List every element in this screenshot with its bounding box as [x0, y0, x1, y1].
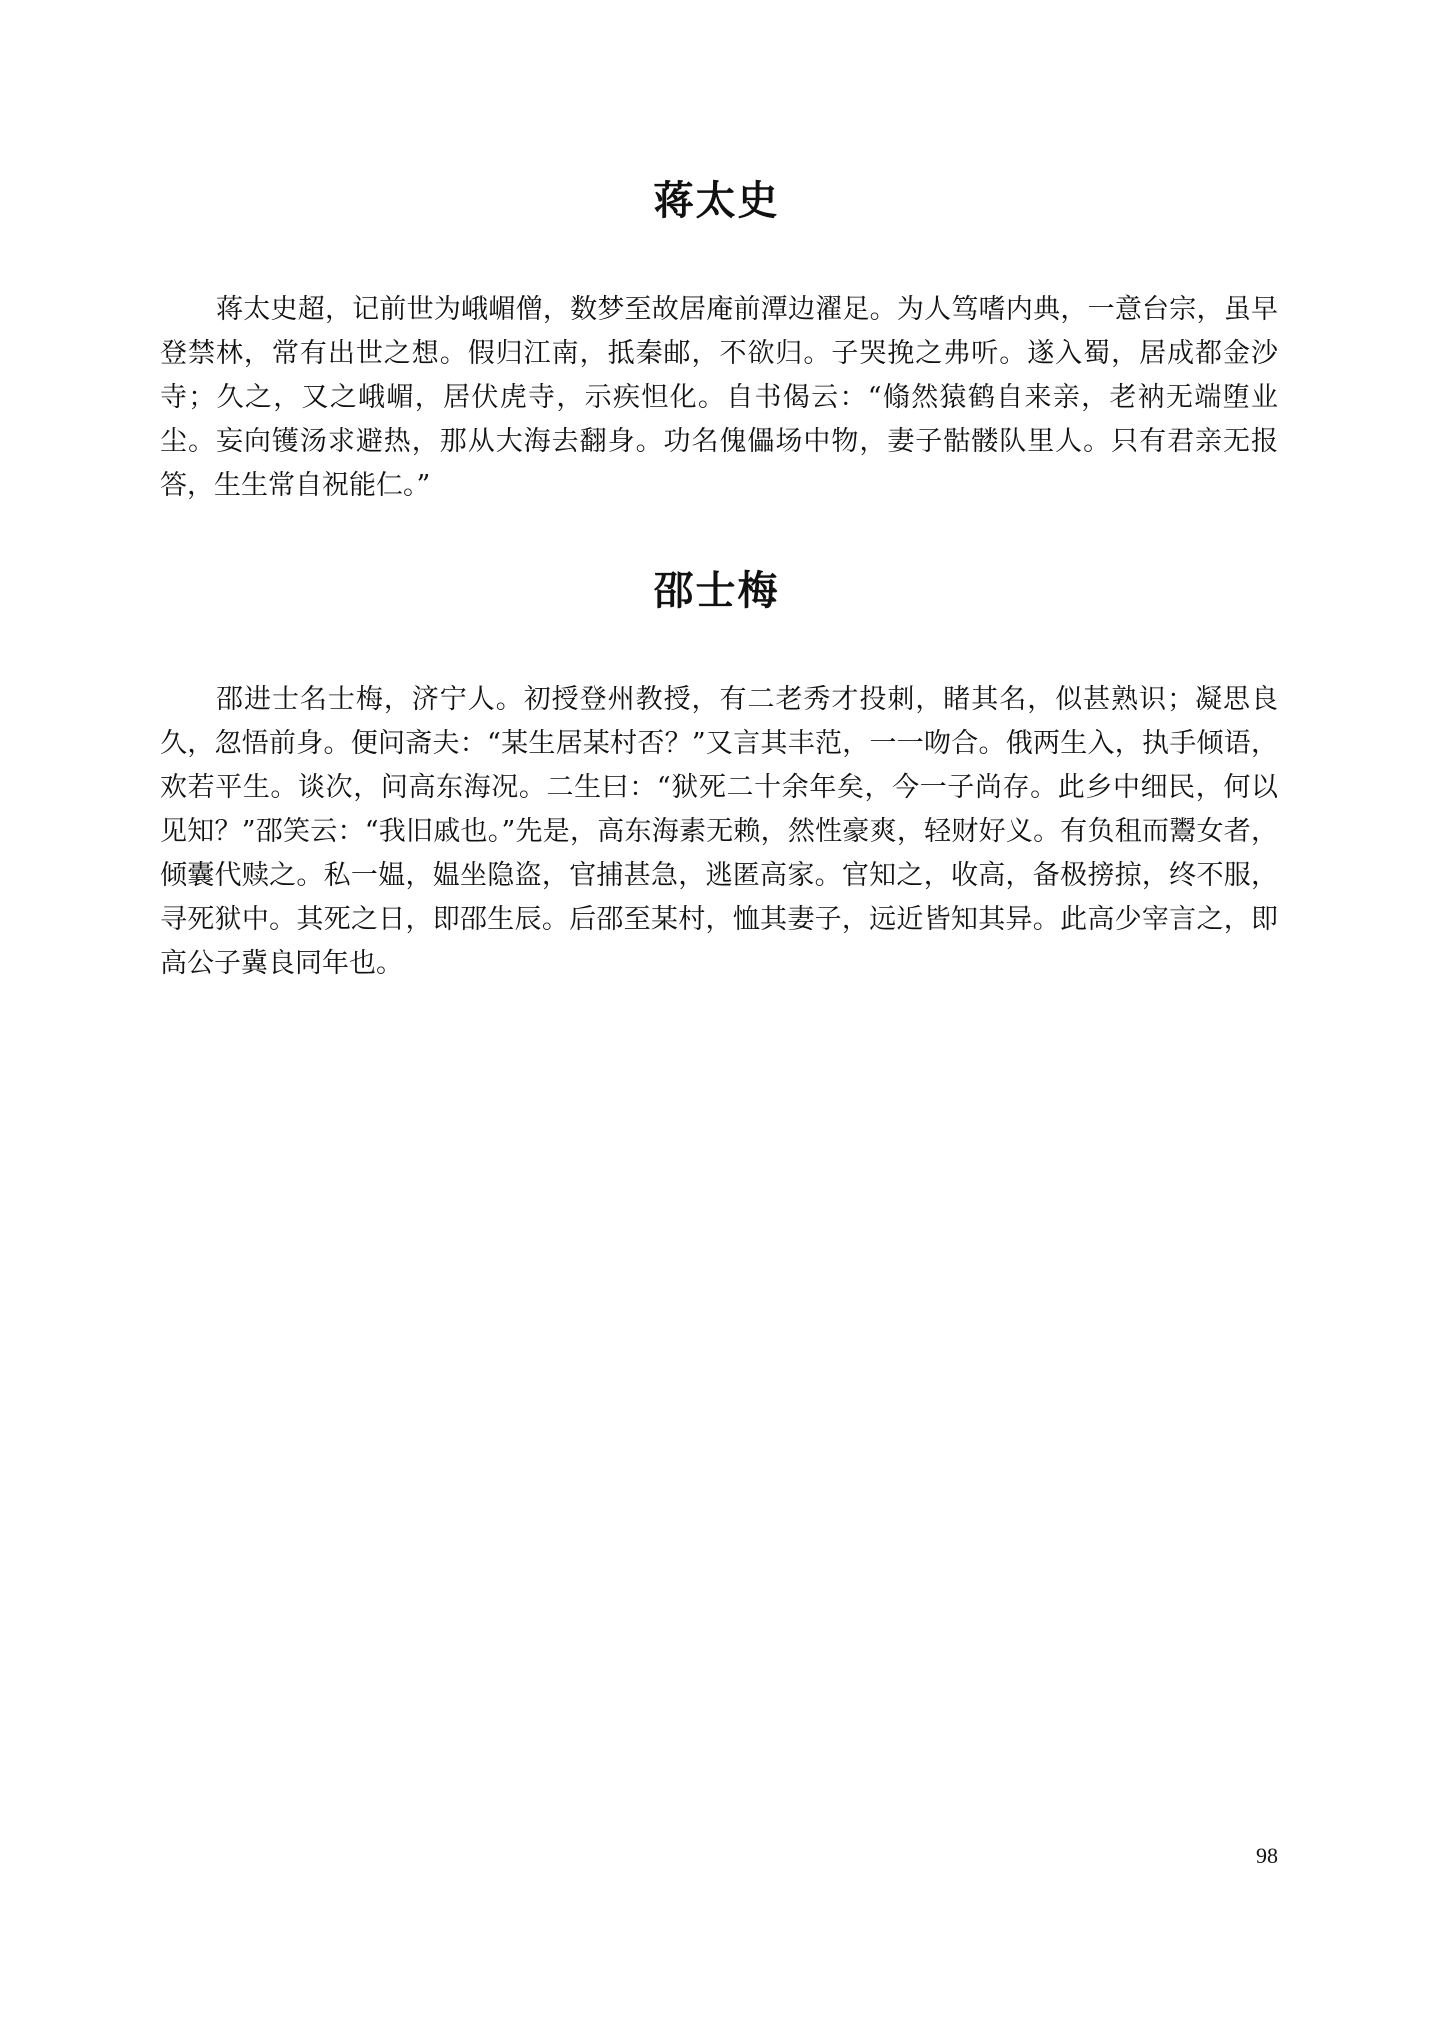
section-body-shao-shimei: 邵进士名士梅，济宁人。初授登州教授，有二老秀才投刺，睹其名，似甚熟识；凝思良久，忽悟前身。便问斋夫：“某生居某村否？”又言其丰范，一一吻合。俄两生入，执手倾语，欢若平生。谈次，问高东海况。二生曰：“狱死二十余年矣，今一子尚存。此乡中细民，何以见知？”邵笑云：“我旧戚也。”先是，高东海素无赖，然性豪爽，轻财好义。有负租而鬻女者，倾囊代赎之。私一媪，媪坐隐盗，官捕甚急，逃匿高家。官知之，收高，备极搒掠，终不服，寻死狱中。其死之日，即邵生辰。后邵至某村，恤其妻子，远近皆知其异。此高少宰言之，即高公子冀良同年也。 [160, 684, 1278, 979]
section-body-jiang-taishi: 蒋太史超，记前世为峨嵋僧，数梦至故居庵前潭边濯足。为人笃嗜内典，一意台宗，虽早登禁林，常有出世之想。假归江南，抵秦邮，不欲归。子哭挽之弗听。遂入蜀，居成都金沙寺；久之，又之峨嵋，居伏虎寺，示疾怛化。自书偈云：“翛然猿鹤自来亲，老衲无端堕业尘。妄向镬汤求避热，那从大海去翻身。功名傀儡场中物，妻子骷髅队里人。只有君亲无报答，生生常自祝能仁。” [160, 294, 1278, 501]
section-title-jiang-taishi: 蒋太史 [653, 178, 780, 224]
section-title-shao-shimei: 邵士梅 [653, 568, 780, 614]
page-number: 98 [1256, 1843, 1278, 1868]
